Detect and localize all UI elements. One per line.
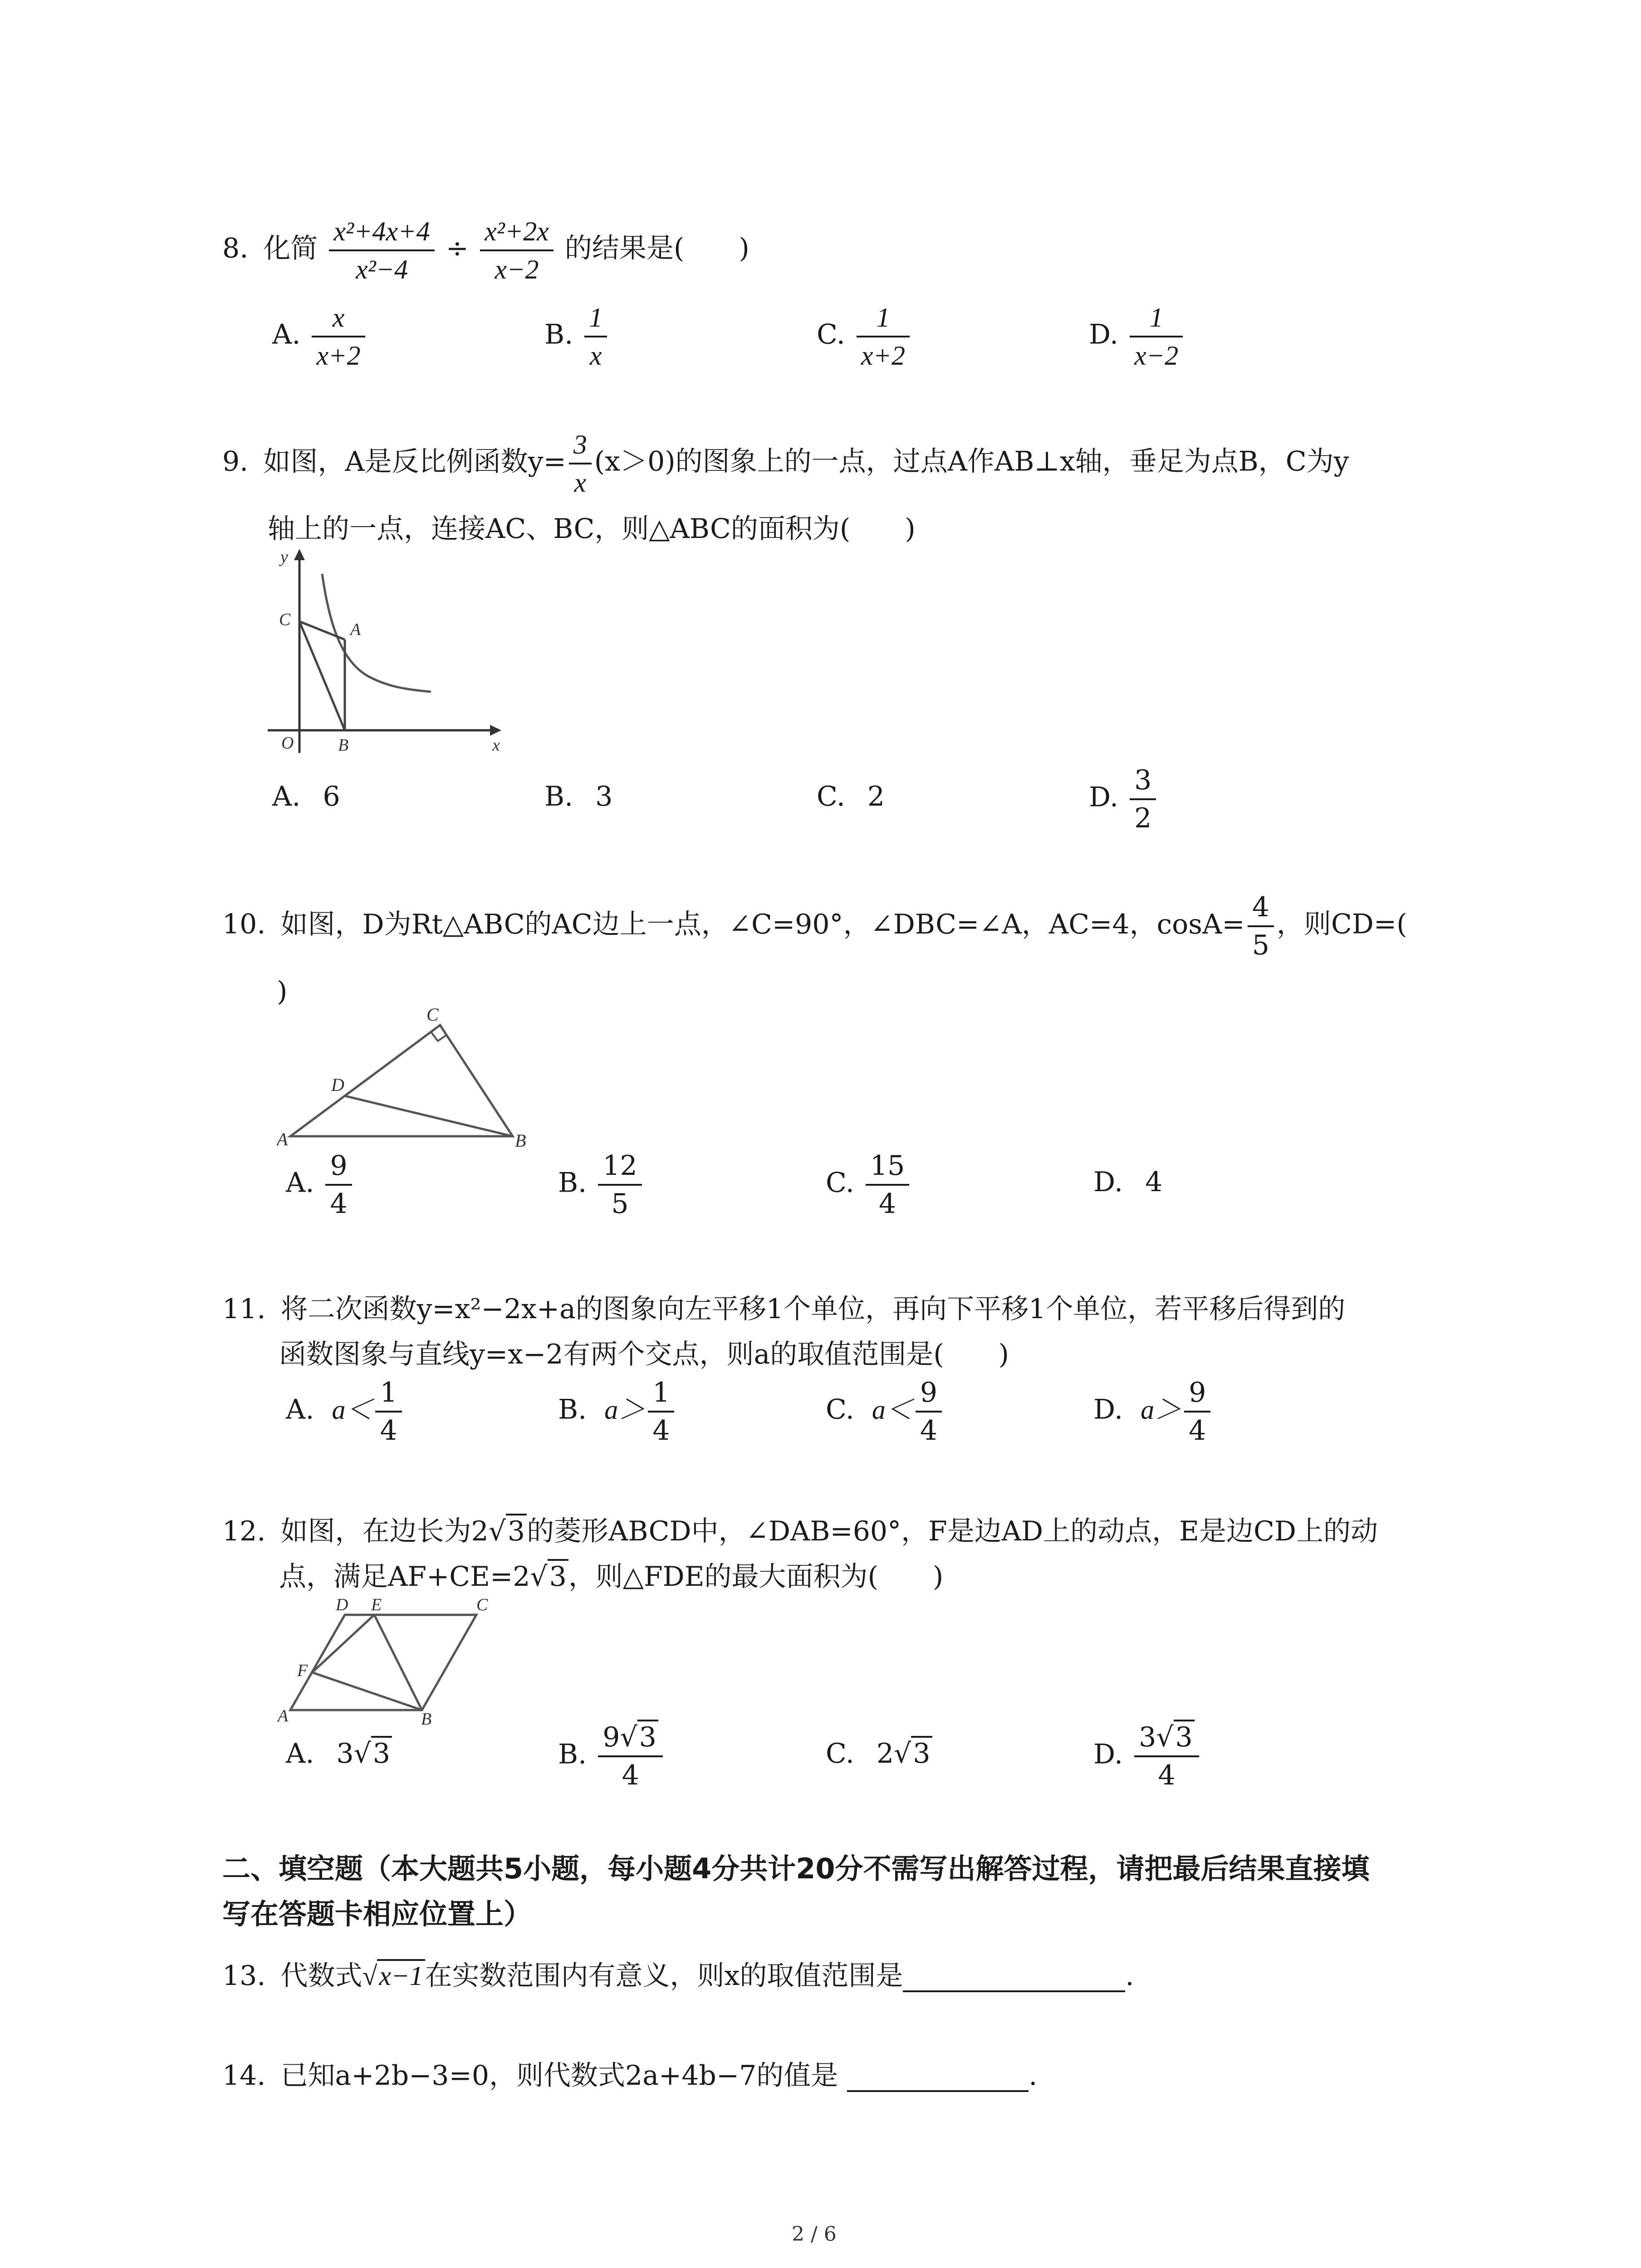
option-label: A. [286,1167,314,1199]
fraction-numerator [598,1719,663,1757]
question-9-line-2: 轴上的一点，连接AC、BC，则△ABC的面积为( ) [268,513,916,545]
figure-q9-hyperbola [254,544,508,758]
fraction-denominator: 4 [1189,1415,1206,1447]
option-c[interactable] [826,1737,932,1770]
option-label: D. [1093,1738,1123,1770]
option-value: 6 [323,781,340,812]
x-axis-arrow [490,725,501,736]
fraction-numerator: x²+4x+4 [329,213,434,251]
question-14 [222,2059,1037,2092]
option-d[interactable] [1089,299,1185,374]
fraction [329,213,434,288]
option-label: A. [272,781,301,812]
segment-fe [312,1615,374,1672]
fraction [325,1148,352,1222]
question-number: 12. [222,1515,266,1547]
square-root: √x−1 [362,1960,425,1992]
option-label: D. [1093,1393,1123,1426]
label-a: A [350,620,361,639]
question-text: 化简 [263,232,318,264]
square-root: √3 [620,1719,658,1755]
option-label: C. [826,1393,854,1426]
label-x: x [492,736,500,755]
fraction-denominator: 4 [879,1188,896,1220]
fraction-denominator: 2 [1134,802,1152,834]
square-root: √3 [530,1560,568,1593]
option-a[interactable] [272,299,368,374]
option-coefficient: 3 [1139,1721,1156,1753]
section-heading-line-2: 写在答题卡相应位置上） [222,1897,532,1931]
question-text: 在实数范围内有意义，则x的取值范围是 [425,1960,903,1992]
answer-blank[interactable] [903,1963,1125,1992]
question-number: 11. [222,1293,266,1325]
option-label: B. [544,318,573,351]
fraction-numerator: 9 [916,1374,942,1413]
question-text: 将二次函数y=x²−2x+a的图象向左平移1个单位，再向下平移1个单位，若平移后得到的 [280,1293,1346,1325]
question-number: 8. [222,232,249,264]
fraction-numerator: 9 [325,1148,352,1186]
question-12 [222,1515,1378,1548]
fraction-denominator: x²−4 [355,254,408,284]
fraction-numerator: 1 [857,299,910,337]
label-c: C [476,1595,488,1614]
fraction-denominator: x−2 [1134,341,1179,371]
option-label: D. [1089,781,1119,813]
fraction [480,213,554,288]
question-10 [222,889,1407,963]
fraction-numerator: 1 [584,299,607,337]
fraction-denominator: x−2 [495,254,539,284]
question-number: 14. [222,2060,266,2092]
fraction-numerator: x [312,299,365,337]
fraction [1130,762,1156,836]
fraction-numerator: 1 [648,1374,674,1413]
label-d: D [331,1075,344,1095]
option-label: C. [826,1167,854,1199]
option-label: A. [286,1393,314,1426]
option-c[interactable] [826,1374,945,1449]
option-relation: a＞ [1141,1394,1182,1425]
fraction-numerator: 9 [1184,1374,1210,1413]
option-d[interactable] [1093,1374,1213,1449]
label-d: D [336,1595,348,1614]
option-c[interactable] [817,299,912,374]
option-value: 2 [867,781,885,812]
fraction [1184,1374,1210,1449]
page-number: 2 / 6 [792,2223,837,2246]
question-number: 10. [222,908,266,940]
divide-sign: ÷ [446,232,469,264]
fraction [648,1374,674,1449]
option-relation: a＜ [332,1394,373,1425]
hyperbola-curve [322,574,431,692]
option-d[interactable] [1093,1719,1202,1794]
option-d[interactable] [1089,762,1159,836]
fraction-numerator: x²+2x [480,213,554,251]
option-c[interactable] [826,1148,912,1222]
fraction [598,1719,663,1794]
option-b[interactable] [544,780,612,813]
label-b: B [338,736,349,755]
fraction [569,426,592,501]
option-label: B. [558,1738,587,1770]
question-12-line-2 [279,1560,943,1593]
option-d[interactable] [1093,1166,1162,1198]
radicand: 3 [371,1736,392,1769]
radicand: 3 [911,1736,932,1769]
radicand: 3 [1174,1720,1195,1753]
fraction [1134,1719,1199,1794]
fraction [375,1374,402,1449]
fraction [866,1148,909,1222]
label-f: F [297,1661,308,1680]
radicand: 3 [637,1720,658,1753]
option-b[interactable] [544,299,610,374]
fraction-denominator: 4 [1158,1760,1176,1791]
option-label: A. [286,1738,314,1769]
radicand: 3 [506,1514,527,1547]
question-8 [222,213,749,288]
square-root: √3 [489,1515,527,1548]
fraction-denominator: 4 [622,1760,639,1791]
question-9 [222,426,1349,501]
fraction [857,299,910,374]
question-text: ，则△FDE的最大面积为( ) [568,1561,944,1593]
fraction-denominator: 5 [1252,929,1269,961]
y-axis-arrow [294,549,305,560]
square-root: √3 [1156,1719,1194,1755]
label-c: C [279,610,291,629]
square-root: √3 [894,1737,932,1770]
fraction-numerator: 15 [866,1148,909,1186]
fraction-numerator: 1 [375,1374,402,1413]
option-b[interactable] [558,1148,645,1222]
segment-db [345,1096,513,1136]
label-a: A [277,1129,288,1149]
fraction-denominator: 4 [330,1188,348,1220]
label-y: y [280,547,288,567]
option-coefficient: 3 [336,1738,354,1769]
question-number: 13. [222,1960,266,1992]
label-b: B [421,1710,432,1728]
option-label: D. [1093,1166,1123,1198]
option-a[interactable] [286,1374,405,1449]
label-o: O [281,733,294,753]
label-a: A [278,1706,289,1725]
question-text: 如图，A是反比例函数y= [263,445,566,478]
triangle-abc [290,1025,513,1136]
option-label: B. [558,1167,587,1199]
label-c: C [426,1007,439,1025]
option-label: C. [826,1738,854,1769]
fraction-numerator: 4 [1248,889,1274,927]
question-text: 代数式 [280,1960,362,1992]
question-end: . [1125,1960,1134,1992]
label-b: B [515,1130,526,1151]
answer-blank[interactable] [847,2063,1029,2092]
fraction-numerator: 1 [1130,299,1183,337]
question-text: 的结果是( ) [564,232,749,264]
option-a[interactable] [272,780,340,813]
option-b[interactable] [558,1719,666,1794]
question-13 [222,1960,1134,1992]
fraction-denominator: 4 [920,1415,938,1447]
fraction-numerator: 12 [598,1148,642,1186]
fraction-denominator: x+2 [316,341,361,371]
option-label: B. [544,781,573,812]
section-heading: 二、填空题（本大题共5小题，每小题4分共计20分不需写出解答过程，请把最后结果直接填 [222,1852,1370,1885]
option-label: D. [1089,318,1119,351]
question-text: 已知a+2b−3=0，则代数式2a+4b−7的值是 [280,2060,838,2092]
question-11 [222,1293,1345,1325]
fraction-numerator: 3 [569,426,592,464]
question-end: . [1029,2060,1038,2092]
option-relation: a＞ [604,1394,646,1425]
question-text: 的菱形ABCD中，∠DAB=60°，F是边AD上的动点，E是边CD上的动 [527,1515,1378,1547]
option-label: C. [817,781,845,812]
fraction-denominator: x [589,341,602,371]
option-relation: a＜ [872,1394,913,1425]
option-coefficient: 9 [603,1721,620,1753]
question-text: (x＞0)的图象上的一点，过点A作AB⊥x轴，垂足为点B，C为y [594,445,1349,478]
question-10-line-2: ) [277,976,288,1007]
option-label: A. [272,318,301,351]
question-text: 如图，D为Rt△ABC的AC边上一点，∠C=90°，∠DBC=∠A，AC=4，cosA= [280,908,1245,940]
question-number: 9. [222,445,249,478]
figure-q10-triangle [277,1007,540,1152]
option-a[interactable] [286,1148,355,1222]
fraction [1248,889,1274,963]
fraction [312,299,365,374]
question-text: 点，满足AF+CE=2 [279,1561,530,1593]
radicand: 3 [548,1559,568,1593]
option-c[interactable] [817,780,885,813]
fraction-denominator: 4 [380,1415,397,1447]
fraction-denominator: x [574,468,587,498]
fraction [584,299,607,374]
fraction-denominator: 4 [652,1415,670,1447]
square-root: √3 [354,1737,392,1770]
question-text: 如图，在边长为2 [280,1515,489,1547]
option-label: C. [817,318,845,351]
option-b[interactable] [558,1374,677,1449]
question-text: ，则CD=( [1276,908,1407,940]
option-coefficient: 2 [876,1738,894,1769]
fraction-numerator [1134,1719,1199,1757]
fraction [916,1374,942,1449]
label-e: E [371,1595,382,1614]
fraction [1130,299,1183,374]
question-11-line-2: 函数图象与直线y=x−2有两个交点，则a的取值范围是( ) [279,1339,1009,1370]
figure-q12-rhombus [277,1592,513,1728]
fraction-denominator: x+2 [861,341,906,371]
option-label: B. [558,1393,587,1426]
fraction [598,1148,642,1222]
option-value: 3 [595,781,613,812]
option-a[interactable] [286,1737,392,1770]
radicand: x−1 [377,1959,425,1991]
fraction-denominator: 5 [611,1188,629,1220]
option-value: 4 [1145,1166,1163,1198]
fraction-numerator: 3 [1130,762,1156,800]
